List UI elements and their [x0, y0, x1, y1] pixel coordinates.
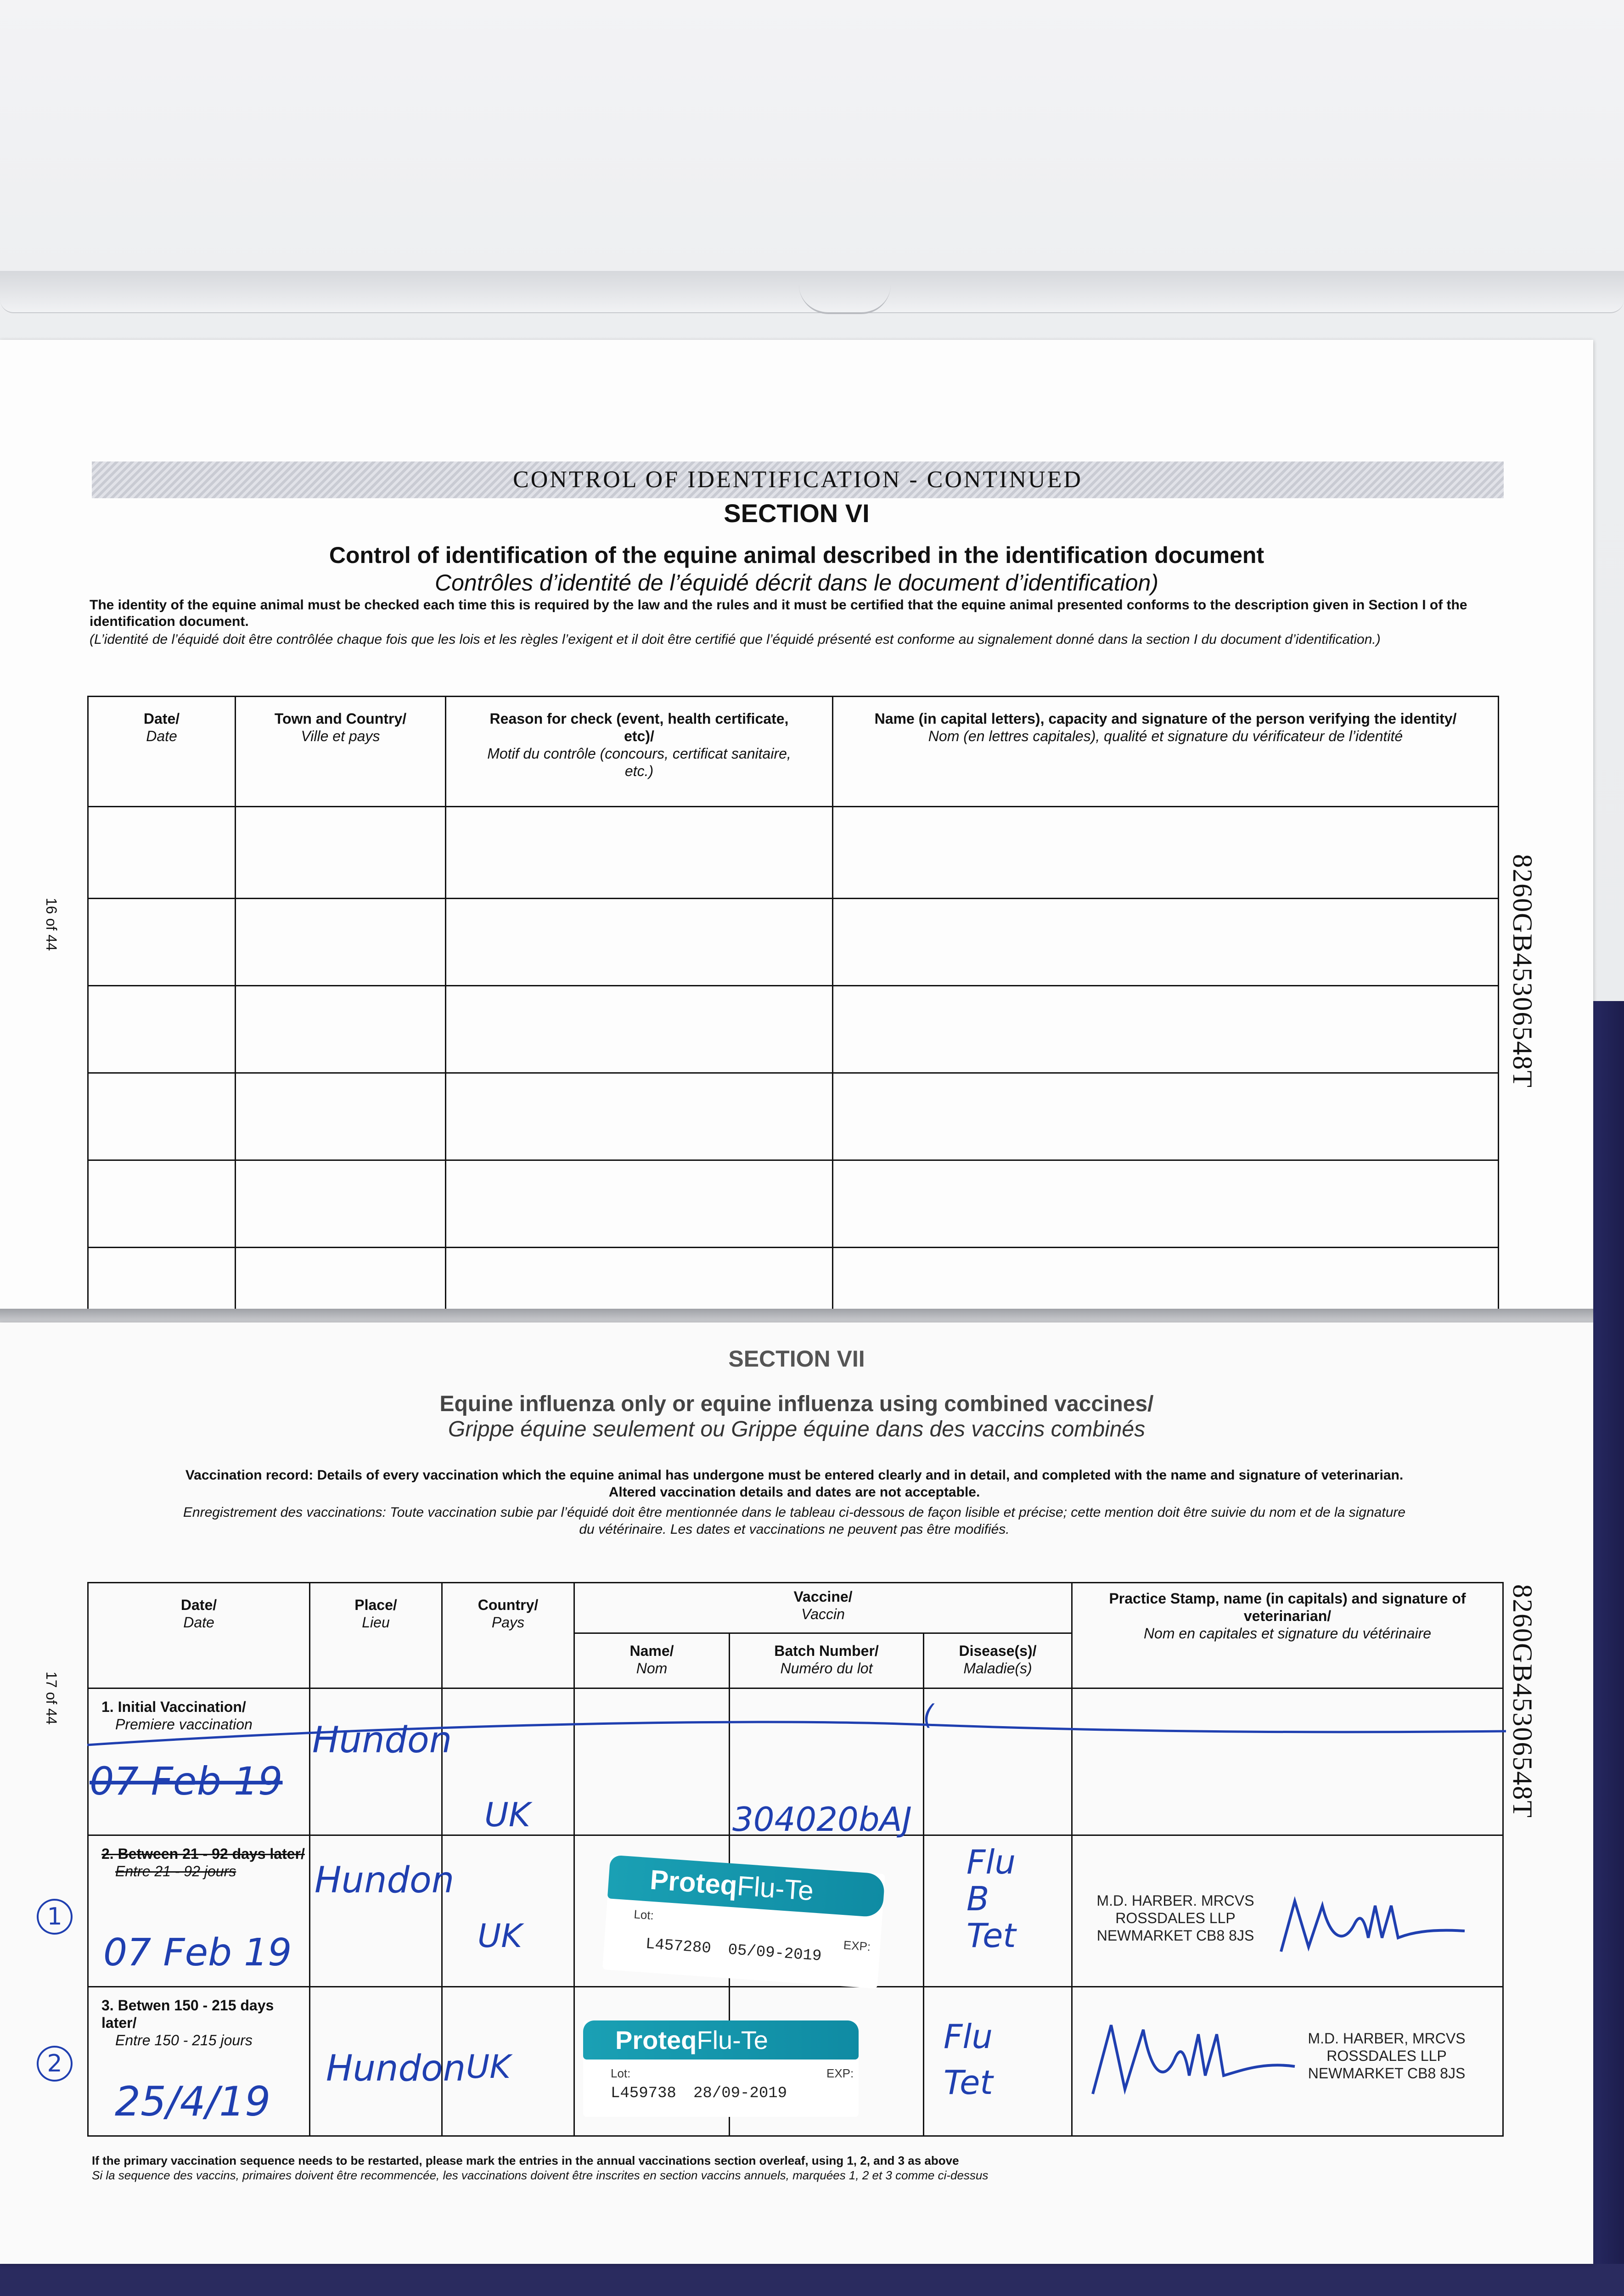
sticker-brand: Proteq [649, 1864, 738, 1901]
row1-label-en: 1. Initial Vaccination/ [101, 1699, 246, 1715]
vet-stamp-1 [1074, 1892, 1276, 1944]
row3-disease [944, 2014, 993, 2105]
col-place [310, 1583, 442, 1688]
col-date-fr: Date [146, 728, 177, 744]
vet-stamp-2-line-2: ROSSDALES LLP [1326, 2048, 1447, 2064]
col-disease-fr: Maladie(s) [963, 1660, 1032, 1677]
sticker-exp-label: EXP: [826, 2066, 854, 2080]
col-verifier-fr: Nom (en lettres capitales), qualité et signature du vérificateur de l’identité [928, 728, 1403, 744]
row2-label-fr: Entre 21 - 92 jours [115, 1863, 236, 1880]
col-vaccine-fr: Vaccin [801, 1606, 845, 1622]
col-date-en: Date/ [143, 710, 180, 727]
banner-title: CONTROL OF IDENTIFICATION - CONTINUED [513, 467, 1083, 493]
row3-country: UK [466, 2048, 511, 2086]
doc-number-bottom: 8260GB45306548T [1507, 1584, 1538, 1818]
col-stamp-fr: Nom en capitales et signature du vétérinaire [1143, 1625, 1432, 1642]
row1-disease-mark: ( [923, 1699, 934, 1731]
strike-through-line [87, 1699, 1506, 1763]
section-vii-instructions-en-2: Altered vaccination details and dates are not acceptable. [608, 1485, 980, 1500]
col-reason-en: Reason for check (event, health certificate, etc)/ [489, 710, 789, 744]
section-vii-subtitle: Grippe équine seulement ou Grippe équine dans des vaccins combinés [448, 1417, 1146, 1441]
row2-label-en: 2. Between 21 - 92 days later/ [101, 1846, 305, 1862]
sticker-lot-label: Lot: [633, 1907, 654, 1923]
col-country-fr: Pays [491, 1614, 525, 1631]
sticker-product: Flu-Te [736, 1870, 815, 1907]
col-verifier-en: Name (in capital letters), capacity and signature of the person verifying the identity/ [874, 710, 1457, 727]
doc-number-top: 8260GB45306548T [1507, 854, 1538, 1088]
row3-place: Hundon [326, 2048, 466, 2089]
row1-country: UK [484, 1795, 530, 1834]
vet-signature-1 [1276, 1887, 1469, 1961]
col-stamp-en: Practice Stamp, name (in capitals) and signature of veterinarian/ [1109, 1590, 1466, 1624]
identity-check-table [87, 696, 1499, 1310]
page-number-17: 17 of 44 [43, 1671, 60, 1725]
row2-disease [967, 1844, 1016, 1954]
col-place-en: Place/ [354, 1597, 397, 1613]
table-row [88, 1248, 1499, 1310]
col-date [88, 1583, 310, 1688]
col-batch-en: Batch Number/ [774, 1643, 879, 1659]
row3-date: 25/4/19 [115, 2078, 271, 2125]
footer-note-fr: Si la sequence des vaccins, primaires doivent être recommencée, les vaccinations doivent être inscrites en section vaccins annuels, marquées 1, 2 et 3 comme ci-dessus [92, 2168, 989, 2182]
section-vi-heading: SECTION VI [724, 499, 870, 528]
row1-place: Hundon [312, 1720, 452, 1761]
row3-label-en: 3. Betwen 150 - 215 days later/ [101, 1997, 274, 2031]
vet-stamp-1-line-1: M.D. HARBER. MRCVS [1096, 1892, 1254, 1909]
row2-place: Hundon [315, 1860, 455, 1901]
col-vaccine-name [574, 1633, 730, 1688]
col-town-country [236, 697, 446, 807]
col-disease [924, 1633, 1072, 1688]
page-number-16: 16 of 44 [43, 898, 60, 951]
col-name-en: Name/ [629, 1643, 674, 1659]
vet-stamp-2-line-1: M.D. HARBER, MRCVS [1308, 2030, 1466, 2047]
sticker-brand-band [583, 2020, 859, 2060]
row3-disease-2: Tet [944, 2063, 993, 2102]
passport-cover-bottom [0, 2264, 1624, 2296]
col-name-fr: Nom [636, 1660, 668, 1677]
sticker-exp: 05/09-2019 [727, 1941, 822, 1965]
col-batch-fr: Numéro du lot [780, 1660, 873, 1677]
col-country [442, 1583, 574, 1688]
vet-stamp-1-line-2: ROSSDALES LLP [1115, 1910, 1236, 1926]
col-practice-stamp [1072, 1583, 1503, 1688]
sequence-marker-1: 1 [37, 1899, 73, 1935]
row3-disease-1: Flu [944, 2017, 993, 2056]
vet-stamp-2 [1290, 2030, 1483, 2082]
row2-disease-2: B [967, 1880, 989, 1918]
sticker-lot: L457280 [645, 1936, 712, 1958]
col-town-fr: Ville et pays [301, 728, 380, 744]
section-vi-instructions-en: The identity of the equine animal must be checked each time this is required by the law and the rules and it must be certified that the equine animal presented conforms to the description given in Section I of the identification document. [90, 597, 1467, 629]
vet-signature-2 [1088, 2011, 1299, 2103]
vaccine-sticker-1 [602, 1855, 885, 1988]
col-batch-number [730, 1633, 924, 1688]
table-row [88, 1160, 1499, 1248]
footer-note-en: If the primary vaccination sequence needs to be restarted, please mark the entries in the annual vaccinations section overleaf, using 1, 2, and 3 as above [92, 2154, 959, 2167]
col-reason-fr: Motif du contrôle (concours, certificat sanitaire, etc.) [487, 745, 791, 779]
row3-label-fr: Entre 150 - 215 jours [115, 2032, 253, 2048]
vaccine-sticker-2 [583, 2020, 859, 2117]
vet-stamp-1-line-3: NEWMARKET CB8 8JS [1096, 1927, 1254, 1944]
table-row [88, 807, 1499, 899]
row1-batch: 304020bAJ [732, 1800, 912, 1839]
sequence-marker-2: 2 [37, 2046, 73, 2082]
col-place-fr: Lieu [362, 1614, 390, 1631]
section-vii-instructions-fr-2: du vétérinaire. Les dates et vaccinations ne peuvent pas être modifiés. [579, 1522, 1010, 1537]
row1-label-fr: Premiere vaccination [115, 1716, 253, 1733]
section-vi-instructions-fr: (L’identité de l’équidé doit être contrôlée chaque fois que les lois et les règles l’exigent et il doit être certifié que l’équidé présenté est conforme au signalement donné dans la section I du document d’identification.) [90, 632, 1381, 647]
sticker-lot-label: Lot: [611, 2066, 631, 2080]
section-vi-subtitle: Contrôles d’identité de l’équidé décrit dans le document d’identification) [435, 570, 1158, 596]
col-country-en: Country/ [478, 1597, 539, 1613]
sticker-exp: 28/09-2019 [693, 2085, 787, 2102]
col-date-en: Date/ [180, 1597, 217, 1613]
row2-disease-3: Tet [967, 1916, 1016, 1955]
row2-date: 07 Feb 19 [103, 1931, 292, 1975]
sticker-exp-label: EXP: [843, 1938, 871, 1954]
col-date-fr: Date [183, 1614, 214, 1631]
section-vi-title: Control of identification of the equine animal described in the identification document [329, 542, 1264, 568]
row2-disease-1: Flu [967, 1843, 1016, 1881]
section-vii-instructions-en-1: Vaccination record: Details of every vaccination which the equine animal has undergone must be entered clearly and in detail, and completed with the name and signature of veterinarian. [185, 1468, 1404, 1483]
col-date [88, 697, 236, 807]
sticker-brand: Proteq [615, 2026, 697, 2054]
row1-date: 07 Feb 19 [90, 1759, 283, 1804]
col-vaccine [574, 1583, 1072, 1633]
section-vii-title: Equine influenza only or equine influenza using combined vaccines/ [439, 1392, 1154, 1416]
vet-stamp-2-line-3: NEWMARKET CB8 8JS [1308, 2065, 1466, 2082]
table-row [88, 986, 1499, 1073]
sticker-lot: L459738 [611, 2085, 676, 2102]
table-row [88, 1073, 1499, 1160]
col-disease-en: Disease(s)/ [959, 1643, 1037, 1659]
table-row [88, 899, 1499, 986]
section-vii-heading: SECTION VII [728, 1346, 865, 1372]
col-town-en: Town and Country/ [274, 710, 407, 727]
col-verifier [833, 697, 1499, 807]
row2-country: UK [478, 1917, 523, 1955]
section-vii-instructions-fr-1: Enregistrement des vaccinations: Toute vaccination subie par l’équidé doit être mentionnée dans le tableau ci-dessous de façon lisible et précise; cette mention doit être suivie du nom et de la signature [183, 1505, 1406, 1520]
sticker-product: Flu-Te [697, 2026, 768, 2054]
col-reason [446, 697, 833, 807]
col-vaccine-en: Vaccine/ [793, 1588, 853, 1605]
